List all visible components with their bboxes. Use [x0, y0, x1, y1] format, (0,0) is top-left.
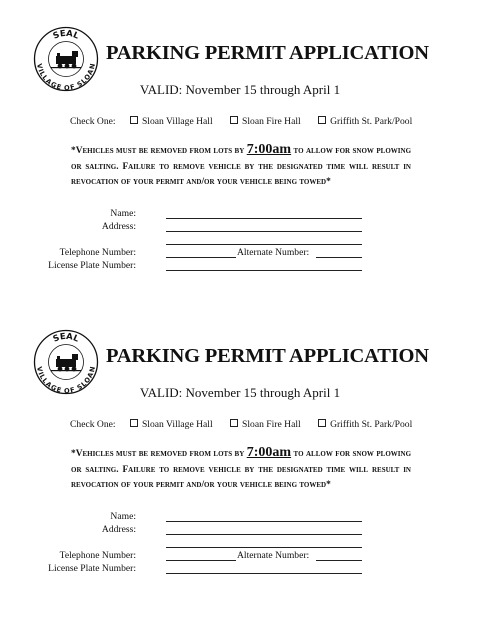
alternate-number-label: Alternate Number:	[237, 247, 310, 258]
svg-text:SEAL: SEAL	[51, 331, 81, 345]
checkbox[interactable]	[230, 419, 238, 427]
license-plate-label: License Plate Number:	[48, 260, 136, 271]
address-field[interactable]	[166, 524, 362, 535]
svg-text:VILLAGE OF SLOAN: VILLAGE OF SLOAN	[35, 62, 97, 92]
address-label: Address:	[101, 221, 136, 232]
option-sloan-village-hall[interactable]: Sloan Village Hall	[130, 116, 213, 127]
option-griffith-st-park-pool[interactable]: Griffith St. Park/Pool	[318, 419, 412, 430]
form-title: PARKING PERMIT APPLICATION	[106, 345, 429, 367]
checkbox[interactable]	[130, 419, 138, 427]
name-label: Name:	[110, 511, 136, 522]
telephone-label: Telephone Number:	[59, 550, 136, 561]
address-label: Address:	[101, 524, 136, 535]
alternate-number-field[interactable]	[316, 550, 362, 561]
option-griffith-st-park-pool[interactable]: Griffith St. Park/Pool	[318, 116, 412, 127]
address-field[interactable]	[166, 221, 362, 232]
telephone-field[interactable]	[166, 247, 236, 258]
alternate-number-label: Alternate Number:	[237, 550, 310, 561]
option-sloan-fire-hall[interactable]: Sloan Fire Hall	[230, 419, 301, 430]
form-title: PARKING PERMIT APPLICATION	[106, 42, 429, 64]
permit-form	[0, 303, 480, 603]
option-sloan-fire-hall[interactable]: Sloan Fire Hall	[230, 116, 301, 127]
license-plate-label: License Plate Number:	[48, 563, 136, 574]
checkbox[interactable]	[130, 116, 138, 124]
check-one-label: Check One:	[70, 419, 116, 430]
removal-warning: *Vehicles must be removed from lots by 7:00am to allow for snow plowing or salting. Failure to remove vehicle by the designated time will result in revocation of your permit and/or your vehicle being towed*	[71, 445, 412, 490]
checkbox[interactable]	[318, 116, 326, 124]
removal-time: 7:00am	[246, 142, 292, 157]
address-field-line-2[interactable]	[166, 537, 362, 548]
checkbox[interactable]	[318, 419, 326, 427]
removal-time: 7:00am	[246, 445, 292, 460]
permit-form	[0, 0, 480, 300]
removal-warning: *Vehicles must be removed from lots by 7:00am to allow for snow plowing or salting. Failure to remove vehicle by the designated time will result in revocation of your permit and/or your vehicle being towed*	[71, 142, 412, 187]
address-field-line-2[interactable]	[166, 234, 362, 245]
option-sloan-village-hall[interactable]: Sloan Village Hall	[130, 419, 213, 430]
alternate-number-field[interactable]	[316, 247, 362, 258]
svg-text:SEAL: SEAL	[51, 28, 81, 42]
validity-period: VALID: November 15 through April 1	[139, 385, 341, 400]
name-field[interactable]	[166, 208, 362, 219]
checkbox[interactable]	[230, 116, 238, 124]
license-plate-field[interactable]	[166, 260, 362, 271]
name-label: Name:	[110, 208, 136, 219]
telephone-field[interactable]	[166, 550, 236, 561]
license-plate-field[interactable]	[166, 563, 362, 574]
location-check-row	[70, 116, 412, 127]
check-one-label: Check One:	[70, 116, 116, 127]
name-field[interactable]	[166, 511, 362, 522]
location-check-row	[70, 419, 412, 430]
svg-text:VILLAGE OF SLOAN: VILLAGE OF SLOAN	[35, 365, 97, 395]
telephone-label: Telephone Number:	[59, 247, 136, 258]
validity-period: VALID: November 15 through April 1	[139, 82, 341, 97]
